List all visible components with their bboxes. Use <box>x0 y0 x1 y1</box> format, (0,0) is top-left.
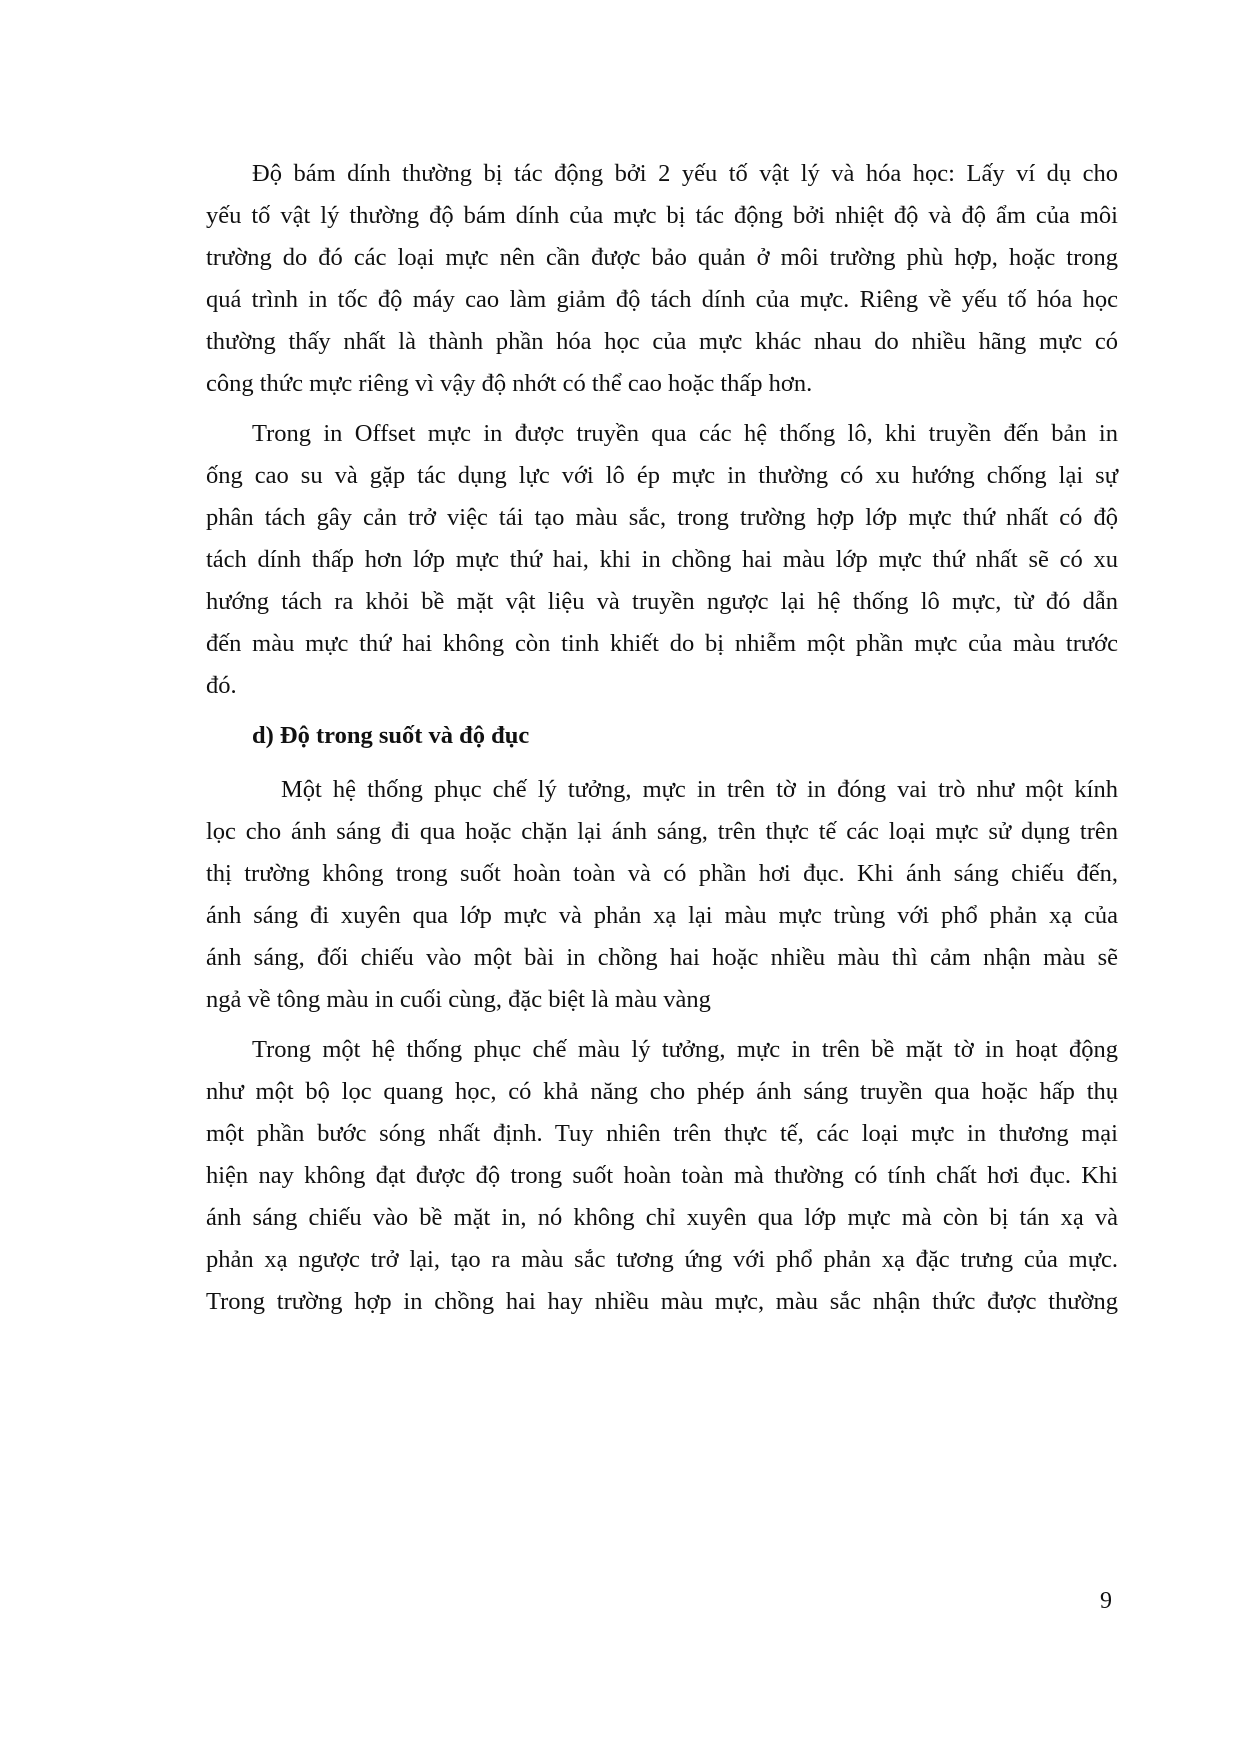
text-line: hướng tách ra khỏi bề mặt vật liệu và truyền ngược lại hệ thống lô mực, từ đó dẫn <box>206 588 1118 615</box>
text-line: Trong trường hợp in chồng hai hay nhiều màu mực, màu sắc nhận thức được thường <box>206 1288 1118 1315</box>
text-line: phản xạ ngược trở lại, tạo ra màu sắc tương ứng với phổ phản xạ đặc trưng của mực. <box>206 1246 1118 1273</box>
text-line: Trong một hệ thống phục chế màu lý tưởng, mực in trên bề mặt tờ in hoạt động <box>252 1036 1118 1063</box>
section-heading: d) Độ trong suốt và độ đục <box>252 722 530 749</box>
text-line: lọc cho ánh sáng đi qua hoặc chặn lại ánh sáng, trên thực tế các loại mực sử dụng trên <box>206 818 1118 845</box>
text-line: yếu tố vật lý thường độ bám dính của mực bị tác động bởi nhiệt độ và độ ẩm của môi <box>206 202 1118 229</box>
text-line: đó. <box>206 672 237 699</box>
text-line: quá trình in tốc độ máy cao làm giảm độ tách dính của mực. Riêng về yếu tố hóa học <box>206 286 1118 313</box>
text-line: hiện nay không đạt được độ trong suốt hoàn toàn mà thường có tính chất hơi đục. Khi <box>206 1162 1118 1189</box>
text-line: ánh sáng chiếu vào bề mặt in, nó không chỉ xuyên qua lớp mực mà còn bị tán xạ và <box>206 1204 1118 1231</box>
text-line: đến màu mực thứ hai không còn tinh khiết do bị nhiễm một phần mực của màu trước <box>206 630 1118 657</box>
text-line: như một bộ lọc quang học, có khả năng cho phép ánh sáng truyền qua hoặc hấp thụ <box>206 1078 1118 1105</box>
text-line: công thức mực riêng vì vậy độ nhớt có thể cao hoặc thấp hơn. <box>206 370 813 397</box>
text-line: một phần bước sóng nhất định. Tuy nhiên trên thực tế, các loại mực in thương mại <box>206 1120 1118 1147</box>
paragraph-transparency-intro <box>206 769 1118 1021</box>
paragraph-offset-transfer <box>206 413 1118 707</box>
page-number: 9 <box>1100 1588 1112 1614</box>
text-line: Một hệ thống phục chế lý tưởng, mực in trên tờ in đóng vai trò như một kính <box>281 776 1118 803</box>
paragraph-adhesion-factors <box>206 153 1118 405</box>
text-line: Trong in Offset mực in được truyền qua các hệ thống lô, khi truyền đến bản in <box>252 420 1118 447</box>
text-line: ngả về tông màu in cuối cùng, đặc biệt là màu vàng <box>206 986 711 1013</box>
text-line: thường thấy nhất là thành phần hóa học của mực khác nhau do nhiều hãng mực có <box>206 328 1118 355</box>
text-line: Độ bám dính thường bị tác động bởi 2 yếu tố vật lý và hóa học: Lấy ví dụ cho <box>252 160 1118 187</box>
text-line: thị trường không trong suốt hoàn toàn và có phần hơi đục. Khi ánh sáng chiếu đến, <box>206 860 1118 887</box>
page-content <box>206 153 1118 1331</box>
text-line: trường do đó các loại mực nên cần được bảo quản ở môi trường phù hợp, hoặc trong <box>206 244 1118 271</box>
text-line: ánh sáng đi xuyên qua lớp mực và phản xạ lại màu mực trùng với phổ phản xạ của <box>206 902 1118 929</box>
paragraph-optical-filter <box>206 1029 1118 1323</box>
text-line: ống cao su và gặp tác dụng lực với lô ép mực in thường có xu hướng chống lại sự <box>206 462 1118 489</box>
text-line: tách dính thấp hơn lớp mực thứ hai, khi in chồng hai màu lớp mực thứ nhất sẽ có xu <box>206 546 1118 573</box>
text-line: phân tách gây cản trở việc tái tạo màu sắc, trong trường hợp lớp mực thứ nhất có độ <box>206 504 1118 531</box>
text-line: ánh sáng, đối chiếu vào một bài in chồng hai hoặc nhiều màu thì cảm nhận màu sẽ <box>206 944 1118 971</box>
